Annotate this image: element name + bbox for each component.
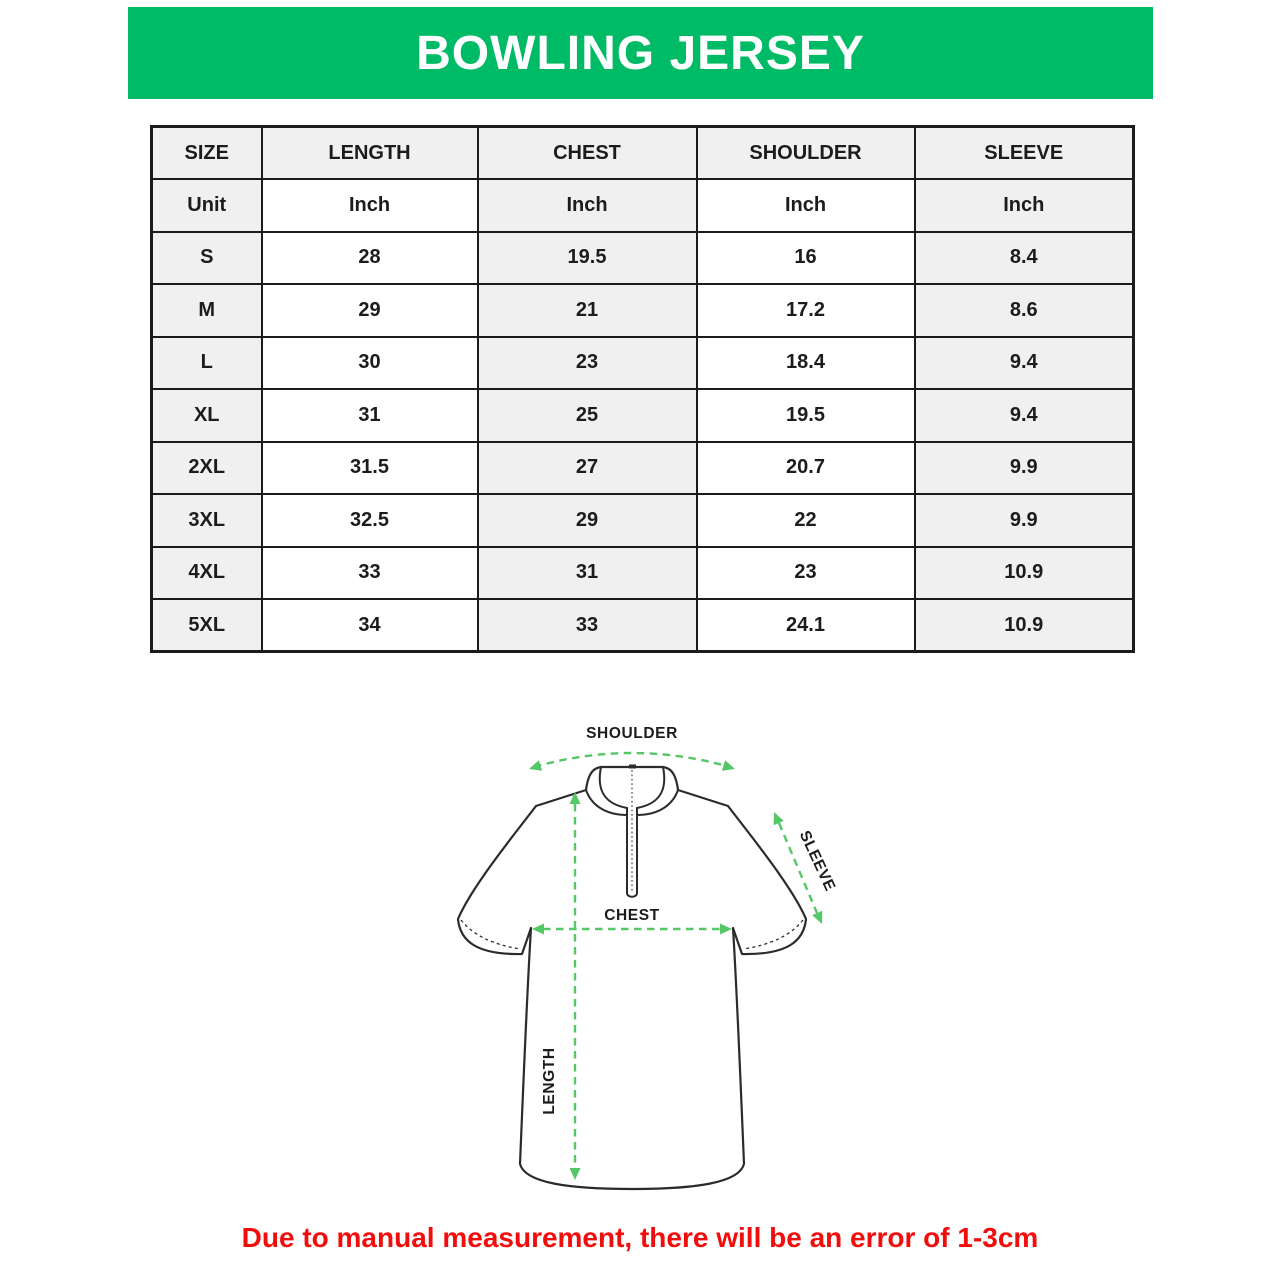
measurement-cell: 31 <box>262 389 478 442</box>
jersey-outline <box>458 765 806 1190</box>
column-header-chest: CHEST <box>478 127 697 180</box>
zipper-pull <box>629 765 636 769</box>
table-row-l <box>152 337 1134 390</box>
measurement-cell: 33 <box>478 599 697 652</box>
measurement-cell: 21 <box>478 284 697 337</box>
size-cell: L <box>152 337 262 390</box>
table-row-m <box>152 284 1134 337</box>
size-cell: 4XL <box>152 547 262 600</box>
measurement-cell: 34 <box>262 599 478 652</box>
measurement-cell: 28 <box>262 232 478 285</box>
chest-label: CHEST <box>604 907 660 924</box>
size-cell: M <box>152 284 262 337</box>
table-row-3xl <box>152 494 1134 547</box>
page-title: BOWLING JERSEY <box>416 26 865 80</box>
measurement-cell: 33 <box>262 547 478 600</box>
size-cell: 3XL <box>152 494 262 547</box>
measurement-cell: 10.9 <box>915 547 1134 600</box>
unit-cell: Inch <box>478 179 697 232</box>
measurement-cell: 16 <box>697 232 915 285</box>
table-row-2xl <box>152 442 1134 495</box>
size-cell: 5XL <box>152 599 262 652</box>
column-header-sleeve: SLEEVE <box>915 127 1134 180</box>
shoulder-label: SHOULDER <box>586 725 678 742</box>
size-cell: XL <box>152 389 262 442</box>
unit-label: Unit <box>152 179 262 232</box>
table-row-s <box>152 232 1134 285</box>
sleeve-label: SLEEVE <box>795 828 839 895</box>
measurement-cell: 10.9 <box>915 599 1134 652</box>
measurement-disclaimer: Due to manual measurement, there will be an error of 1-3cm <box>241 1222 1039 1253</box>
measurement-cell: 19.5 <box>478 232 697 285</box>
measurement-cell: 31.5 <box>262 442 478 495</box>
size-chart <box>150 125 1132 653</box>
table-row-xl <box>152 389 1134 442</box>
unit-row <box>152 179 1134 232</box>
measurement-cell: 22 <box>697 494 915 547</box>
column-header-shoulder: SHOULDER <box>697 127 915 180</box>
jersey-measurement-diagram <box>430 712 850 1220</box>
table-row-5xl <box>152 599 1134 652</box>
table-row-4xl <box>152 547 1134 600</box>
size-cell: S <box>152 232 262 285</box>
measurement-cell: 9.4 <box>915 337 1134 390</box>
measurement-cell: 31 <box>478 547 697 600</box>
measurement-cell: 29 <box>478 494 697 547</box>
unit-cell: Inch <box>262 179 478 232</box>
length-label: LENGTH <box>541 1047 558 1115</box>
measurement-cell: 23 <box>697 547 915 600</box>
unit-cell: Inch <box>915 179 1134 232</box>
measurement-cell: 19.5 <box>697 389 915 442</box>
measurement-cell: 9.4 <box>915 389 1134 442</box>
measurement-cell: 30 <box>262 337 478 390</box>
title-banner <box>128 7 1153 99</box>
measurement-cell: 20.7 <box>697 442 915 495</box>
measurement-cell: 23 <box>478 337 697 390</box>
measurement-cell: 24.1 <box>697 599 915 652</box>
measurement-cell: 8.4 <box>915 232 1134 285</box>
column-header-size: SIZE <box>152 127 262 180</box>
measurement-cell: 8.6 <box>915 284 1134 337</box>
header-row <box>152 127 1134 180</box>
measurement-cell: 32.5 <box>262 494 478 547</box>
measurement-cell: 29 <box>262 284 478 337</box>
measurement-cell: 25 <box>478 389 697 442</box>
unit-cell: Inch <box>697 179 915 232</box>
measurement-cell: 9.9 <box>915 442 1134 495</box>
size-cell: 2XL <box>152 442 262 495</box>
measurement-cell: 18.4 <box>697 337 915 390</box>
size-chart-table <box>150 125 1135 653</box>
measurement-cell: 27 <box>478 442 697 495</box>
measurement-cell: 17.2 <box>697 284 915 337</box>
measurement-cell: 9.9 <box>915 494 1134 547</box>
column-header-length: LENGTH <box>262 127 478 180</box>
